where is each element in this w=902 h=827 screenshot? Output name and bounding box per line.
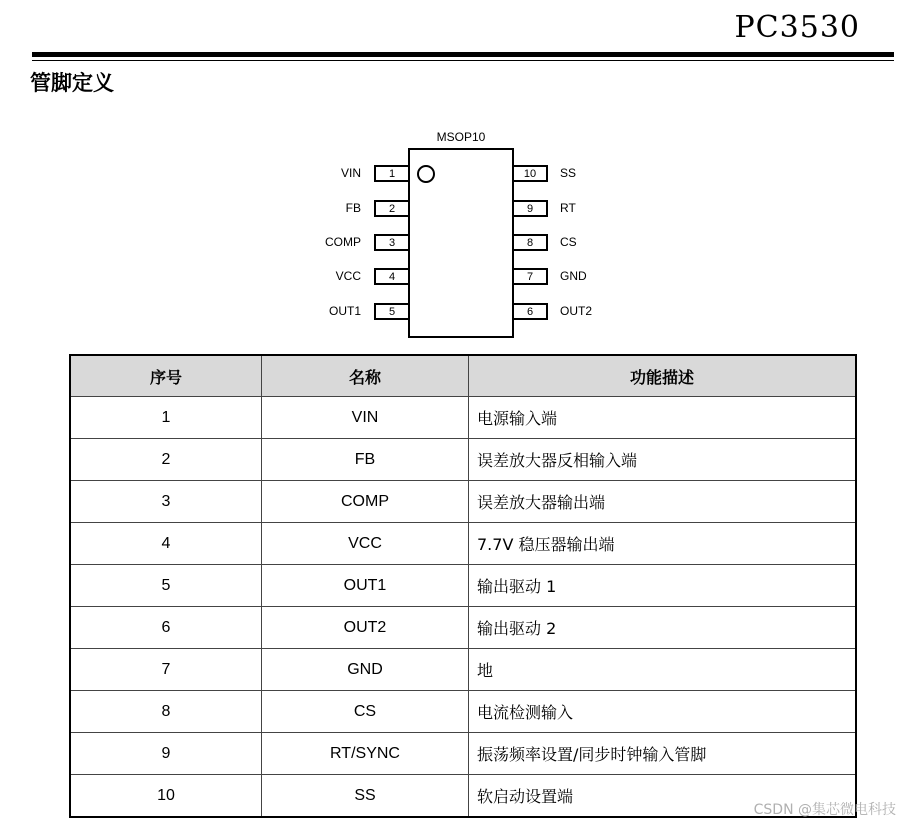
pin-number-label: 5 (388, 306, 396, 318)
table-row (70, 481, 856, 523)
header-number: 序号 (70, 355, 262, 397)
pin-name-label: COMP (325, 235, 361, 249)
pin-number-label: 1 (388, 168, 396, 180)
pin-name: OUT1 (262, 565, 469, 607)
pin-number: 7 (70, 649, 262, 691)
pin-name: OUT2 (262, 607, 469, 649)
pin-number-label: 10 (523, 168, 537, 180)
table-row (70, 397, 856, 439)
pin-number: 4 (70, 523, 262, 565)
pin-description: 误差放大器输出端 (469, 481, 857, 523)
pin-description: 7.7V 稳压器输出端 (469, 523, 857, 565)
pin-name-label: OUT2 (560, 304, 593, 318)
part-number-title: PC3530 (734, 10, 860, 45)
pin-name-label: RT (560, 201, 576, 215)
pin-name: COMP (262, 481, 469, 523)
pin-name: VIN (262, 397, 469, 439)
table-row (70, 523, 856, 565)
pin-description: 输出驱动 2 (469, 607, 857, 649)
pin-number: 8 (70, 691, 262, 733)
header-name: 名称 (262, 355, 469, 397)
pin-name-label: OUT1 (328, 304, 361, 318)
pin-description: 输出驱动 1 (469, 565, 857, 607)
pin-number-label: 6 (526, 306, 534, 318)
pin-name-label: CS (560, 235, 577, 249)
pin-number: 6 (70, 607, 262, 649)
pin-number: 3 (70, 481, 262, 523)
pin-number: 1 (70, 397, 262, 439)
pin-number: 9 (70, 733, 262, 775)
pin-name-label: VIN (340, 166, 361, 180)
package-pinout-diagram (0, 0, 902, 350)
pin-name: GND (262, 649, 469, 691)
table-row (70, 775, 856, 818)
watermark: CSDN @集芯微电科技 (753, 802, 896, 818)
pin-name: SS (262, 775, 469, 818)
pin-number-label: 9 (526, 203, 534, 215)
pin-description: 电流检测输入 (469, 691, 857, 733)
pin-description: 地 (469, 649, 857, 691)
pin-number: 5 (70, 565, 262, 607)
table-row (70, 649, 856, 691)
table-row (70, 691, 856, 733)
table-header-row (70, 355, 856, 397)
pin-description: 误差放大器反相输入端 (469, 439, 857, 481)
pin-name: VCC (262, 523, 469, 565)
package-name: MSOP10 (436, 130, 486, 144)
pin-name-label: SS (560, 166, 577, 180)
pin-description: 软启动设置端 (469, 775, 857, 818)
pin-number-label: 3 (388, 237, 396, 249)
pin-name-label: GND (560, 269, 587, 283)
table-row (70, 733, 856, 775)
pin-number-label: 4 (388, 271, 396, 283)
table-row (70, 607, 856, 649)
pin-name-label: VCC (335, 269, 361, 283)
pin-description: 电源输入端 (469, 397, 857, 439)
pin-name-label: FB (345, 201, 361, 215)
header-description: 功能描述 (469, 355, 857, 397)
pin-number-label: 2 (388, 203, 396, 215)
pin-name: CS (262, 691, 469, 733)
pin-number: 10 (70, 775, 262, 818)
pin-definition-table (69, 354, 857, 818)
pin-number: 2 (70, 439, 262, 481)
table-row (70, 565, 856, 607)
pin-number-label: 8 (526, 237, 534, 249)
pin-number-label: 7 (526, 271, 534, 283)
pin-description: 振荡频率设置/同步时钟输入管脚 (469, 733, 857, 775)
pin-name: RT/SYNC (262, 733, 469, 775)
table-row (70, 439, 856, 481)
pin-name: FB (262, 439, 469, 481)
section-heading: 管脚定义 (30, 71, 114, 95)
ic-body (409, 149, 513, 337)
